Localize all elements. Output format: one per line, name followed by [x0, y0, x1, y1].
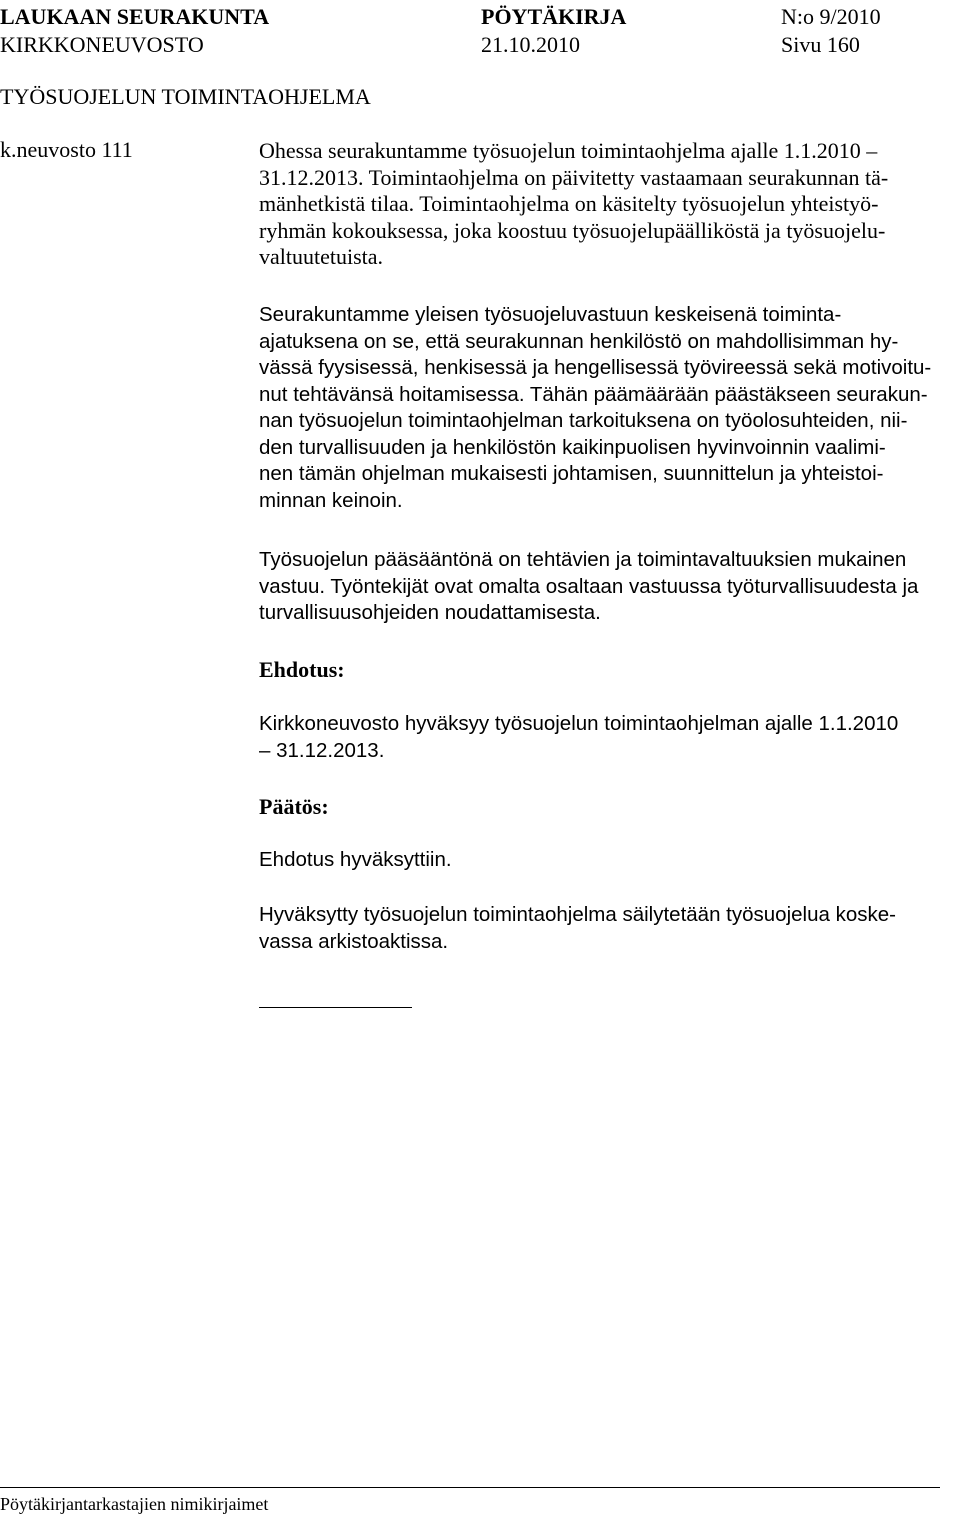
paragraph-line: nen tämän ohjelman mukaisesti johtamisen, suunnittelun ja yhteistoi-	[259, 462, 884, 485]
protocol-number: N:o 9/2010	[781, 4, 881, 29]
paragraph-purpose	[259, 302, 949, 514]
page-number: Sivu 160	[781, 32, 860, 57]
decision-text: Ehdotus hyväksyttiin.	[259, 848, 452, 871]
intro-line: ryhmän kokouksessa, joka koostuu työsuojelupäälliköstä ja työsuojelu-	[259, 217, 886, 243]
paragraph-line: minnan keinoin.	[259, 488, 403, 512]
meeting-date: 21.10.2010	[481, 32, 580, 57]
decision-archive-text	[259, 902, 949, 955]
proposal-text	[259, 711, 949, 764]
signature-line	[259, 1007, 412, 1008]
decision-line: Hyväksytty työsuojelun toimintaohjelma säilytetään työsuojelua koske-	[259, 903, 896, 926]
paragraph-responsibility	[259, 547, 949, 627]
proposal-heading: Ehdotus:	[259, 657, 345, 682]
paragraph-line: ajatuksena on se, että seurakunnan henkilöstö on mahdollisimman hy-	[259, 329, 899, 353]
section-reference: k.neuvosto 111	[0, 137, 133, 162]
governing-body: KIRKKONEUVOSTO	[0, 32, 204, 57]
proposal-line: Kirkkoneuvosto hyväksyy työsuojelun toimintaohjelman ajalle 1.1.2010	[259, 712, 899, 735]
decision-line: vassa arkistoaktissa.	[259, 929, 449, 953]
paragraph-line: turvallisuusohjeiden noudattamisesta.	[259, 601, 601, 624]
paragraph-line: nan työsuojelun toimintaohjelman tarkoituksena on työolosuhteiden, nii-	[259, 409, 908, 432]
paragraph-line: den turvallisuuden ja henkilöstön kaikinpuolisen hyvinvoinnin vaalimi-	[259, 435, 886, 459]
paragraph-line: vässä fyysisessä, henkisessä ja hengellisessä työvireessä sekä motivoitu-	[259, 356, 932, 379]
intro-paragraph	[259, 138, 949, 271]
paragraph-line: vastuu. Työntekijät ovat omalta osaltaan vastuussa työturvallisuudesta ja	[259, 574, 919, 598]
intro-line: 31.12.2013. Toimintaohjelma on päivitetty vastaamaan seurakunnan tä-	[259, 164, 889, 190]
paragraph-line: Seurakuntamme yleisen työsuojeluvastuun keskeisenä toiminta-	[259, 303, 842, 326]
decision-heading: Päätös:	[259, 794, 329, 819]
footer-initials-label: Pöytäkirjantarkastajien nimikirjaimet	[0, 1494, 269, 1514]
footer-divider	[0, 1487, 940, 1488]
intro-line: Ohessa seurakuntamme työsuojelun toimintaohjelma ajalle 1.1.2010 –	[259, 138, 878, 163]
proposal-line: – 31.12.2013.	[259, 738, 385, 762]
paragraph-line: Työsuojelun pääsääntönä on tehtävien ja toimintavaltuuksien mukainen	[259, 548, 907, 571]
document-title: TYÖSUOJELUN TOIMINTAOHJELMA	[0, 84, 371, 109]
document-type: PÖYTÄKIRJA	[481, 4, 627, 29]
paragraph-line: nut tehtävänsä hoitamisessa. Tähän päämäärään päästäkseen seurakun-	[259, 382, 928, 406]
organization-name: LAUKAAN SEURAKUNTA	[0, 4, 270, 29]
intro-line: mänhetkistä tilaa. Toimintaohjelma on käsitelty työsuojelun yhteistyö-	[259, 191, 879, 216]
intro-line: valtuutetuista.	[259, 244, 384, 269]
